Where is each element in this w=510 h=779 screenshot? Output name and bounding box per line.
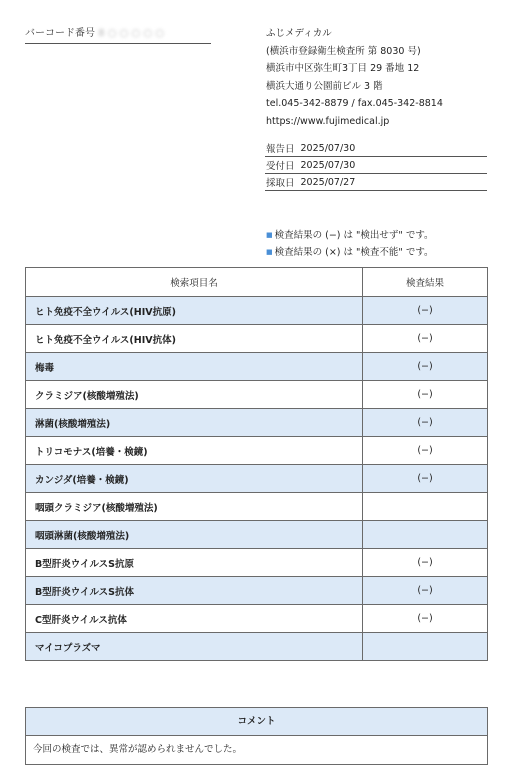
test-result-cell: (−): [363, 381, 488, 409]
test-name-cell: ヒト免疫不全ウイルス(HIV抗体): [26, 325, 363, 353]
date-label: 受付日: [266, 161, 295, 172]
clinic-registration: (横浜市登録衛生検査所 第 8030 号): [266, 45, 421, 57]
comment-text: 今回の検査では、異常が認められませんでした。: [26, 736, 487, 764]
date-label: 採取日: [266, 178, 295, 189]
clinic-address-1: 横浜市中区弥生町3丁目 29 番地 12: [266, 63, 420, 74]
table-row: [26, 381, 488, 409]
comment-title: コメント: [26, 708, 487, 736]
note-text: 検査結果の (−) は "検出せず" です。: [274, 230, 434, 241]
table-row: [26, 493, 488, 521]
test-result-cell: (−): [363, 353, 488, 381]
test-result-cell: (−): [363, 437, 488, 465]
date-value: 2025/07/30: [300, 159, 356, 171]
test-name-cell: 咽頭淋菌(核酸増殖法): [26, 521, 363, 549]
table-row: [26, 633, 488, 661]
clinic-phone-fax: tel.045-342-8879 / fax.045-342-8814: [266, 98, 443, 109]
test-result-cell: (−): [363, 325, 488, 353]
test-name-cell: ヒト免疫不全ウイルス(HIV抗原): [26, 297, 363, 325]
date-label: 報告日: [266, 144, 295, 155]
results-table: [25, 267, 488, 661]
test-result-cell: [363, 521, 488, 549]
test-result-cell: (−): [363, 409, 488, 437]
test-name-cell: C型肝炎ウイルス抗体: [26, 605, 363, 633]
table-row: [26, 297, 488, 325]
table-header-row: [26, 268, 488, 297]
barcode-label: バーコード番号: [25, 28, 95, 39]
test-result-cell: (−): [363, 577, 488, 605]
test-name-cell: B型肝炎ウイルスS抗体: [26, 577, 363, 605]
note-item: [266, 244, 434, 261]
clinic-website: https://www.fujimedical.jp: [266, 115, 390, 127]
results-body: [26, 297, 488, 661]
test-result-cell: (−): [363, 465, 488, 493]
test-name-cell: 咽頭クラミジア(核酸増殖法): [26, 493, 363, 521]
clinic-address-2: 横浜大通り公園前ビル 3 階: [266, 80, 383, 92]
test-result-cell: (−): [363, 605, 488, 633]
test-result-cell: [363, 493, 488, 521]
test-name-cell: 梅毒: [26, 353, 363, 381]
date-block: [265, 140, 487, 191]
comment-box: [25, 707, 488, 765]
date-value: 2025/07/30: [300, 142, 356, 154]
test-result-cell: (−): [363, 549, 488, 577]
report-date-row: [265, 140, 487, 157]
square-bullet-icon: ■: [266, 248, 273, 256]
table-row: [26, 605, 488, 633]
table-row: [26, 577, 488, 605]
received-date-row: [265, 157, 487, 174]
barcode-field: [25, 24, 211, 44]
barcode-value-obscured: 8 ○ ○ ○ ○ ○: [98, 28, 165, 39]
table-row: [26, 409, 488, 437]
table-row: [26, 325, 488, 353]
clinic-name: ふじメディカル: [266, 28, 332, 39]
header-result: 検査結果: [363, 268, 488, 297]
test-name-cell: カンジダ(培養・検鏡): [26, 465, 363, 493]
table-row: [26, 437, 488, 465]
test-result-cell: [363, 633, 488, 661]
collected-date-row: [265, 174, 487, 191]
table-row: [26, 521, 488, 549]
table-row: [26, 549, 488, 577]
note-text: 検査結果の (×) は "検査不能" です。: [274, 247, 434, 258]
square-bullet-icon: ■: [266, 231, 273, 239]
test-name-cell: トリコモナス(培養・検鏡): [26, 437, 363, 465]
test-name-cell: クラミジア(核酸増殖法): [26, 381, 363, 409]
clinic-info: [266, 25, 443, 130]
test-name-cell: 淋菌(核酸増殖法): [26, 409, 363, 437]
test-name-cell: B型肝炎ウイルスS抗原: [26, 549, 363, 577]
date-value: 2025/07/27: [300, 176, 356, 188]
table-row: [26, 465, 488, 493]
test-result-cell: (−): [363, 297, 488, 325]
header-test-name: 検索項目名: [26, 268, 363, 297]
legend-notes: [266, 227, 434, 261]
test-name-cell: マイコプラズマ: [26, 633, 363, 661]
table-row: [26, 353, 488, 381]
note-item: [266, 227, 434, 244]
